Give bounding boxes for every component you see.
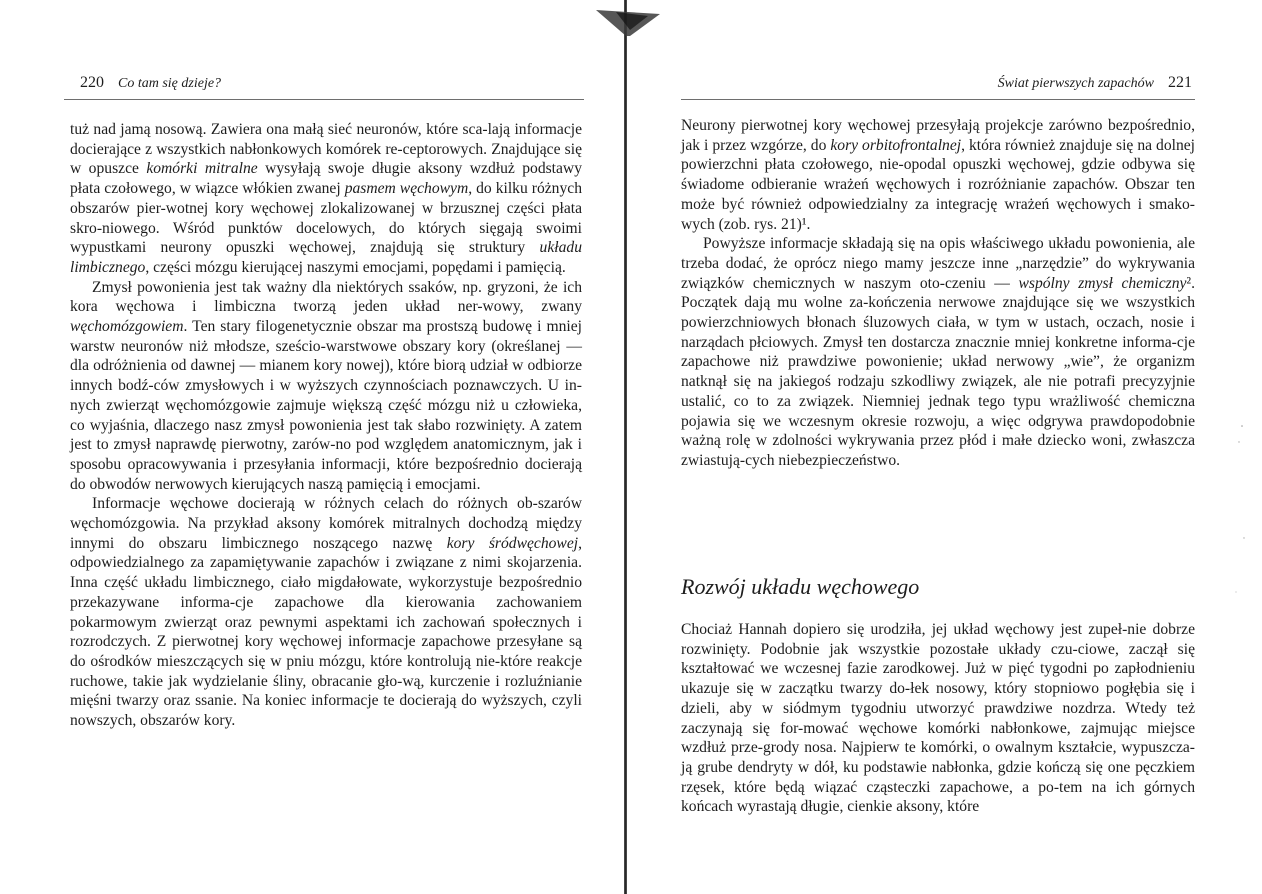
right-page-number: 221 — [1168, 74, 1192, 91]
italic-term: węchomózgowiem — [70, 318, 184, 336]
text-run: tuż nad jamą nosową. Zawiera ona małą sieć neuronów, które sca-lają informacje docierające z wszystkich nabłonkowych komórek re-ceptorowych. Znajdujące się w opuszce — [70, 121, 582, 178]
text-run: Neurony pierwotnej kory węchowej przesyłają projekcje zarówno bezpośrednio, jak i przez wzgórze, do — [681, 117, 1195, 154]
italic-term: komórki mitralne — [146, 160, 258, 178]
text-run: , części mózgu kierującej naszymi emocjami, popędami i pamięcią. — [145, 258, 566, 276]
text-run: wysyłają swoje długie aksony wzdłuż podstawy płata czołowego, w wiązce włókien zwanej — [70, 160, 582, 198]
right-page — [627, 0, 1262, 894]
section-heading: Rozwój układu węchowego — [681, 574, 920, 599]
italic-term: kory orbitofrontalnej — [830, 136, 962, 154]
right-body-text-bottom — [681, 620, 1195, 817]
italic-term: układu limbicznego — [70, 239, 582, 276]
scan-specks — [1230, 420, 1250, 620]
text-run: , która również znajduje się na dolnej powierzchni płata czołowego, nie-opodal opuszki węchowej, gdzie odbywa się świadome odbieranie wrażeń węchowych i rozróżnianie zapachów. Obszar ten może być również odpowiedzialny za integrację wrażeń węchowych i smako-wych (zob. rys. 21)¹. — [681, 136, 1195, 233]
paragraph — [70, 120, 582, 278]
text-run: . Ten stary filogenetycznie obszar ma prostszą budowę i mniej warstw neuronów niż młodsze, sześcio-warstwowe obszary kory (określanej — dla odróżnienia od dawnej — mianem kory nowej), które biorą udział w odbiorze innych bodź-ców zmysłowych i w wyższych czynnościach poznawczych. U in-nych zwierząt węchomózgowie zajmuje większą część mózgu niż u człowieka, co wyjaśnia, dlaczego nasz zmysł powonienia jest tak słabo rozwinięty. A zatem jest to zmysł naprawdę pierwotny, zarów-no pod względem anatomicznym, jak i sposobu opracowywania i przesyłania informacji, które bezpośrednio docierają do obwodów nerwowych kierujących naszą pamięcią i emocjami. — [70, 318, 582, 493]
right-body-text-top — [681, 116, 1195, 471]
text-run: , odpowiedzialnego za zapamiętywanie zapachów i związane z nimi skojarzenia. Inna część układu limbicznego, ciało migdałowate, wykorzystuje bezpośrednio przekazywane informa-cje zapachowe dla kierowania zachowaniem pokarmowym zwierząt oraz pewnymi aspektami ich zachowań społecznych i rozrodczych. Z pierwotnej kory węchowej informacje zapachowe przesyłane są do ośrodków mieszczących się w pniu mózgu, które kontrolują nie-które reakcje ruchowe, takie jak wydzielanie śliny, obracanie gło-wą, kurczenie i rozluźnianie mięśni twarzy oraz ssanie. Na koniec informacje te docierają do wyższych, czyli nowszych, obszarów kory. — [70, 534, 582, 730]
right-header-rule — [681, 99, 1195, 100]
text-run: Informacje węchowe docierają w różnych celach do różnych ob-szarów węchomózgowia. Na przykład aksony komórek mitralnych dochodzą między innymi do obszaru limbicznego noszącego nazwę — [70, 495, 582, 552]
text-run: Zmysł powonienia jest tak ważny dla niektórych ssaków, np. gryzoni, że ich kora węchowa i limbiczna tworzą jeden układ ner-wowy, zwany — [70, 278, 582, 316]
paragraph — [681, 620, 1195, 817]
text-run: , do kilku różnych obszarów pier-wotnej kory węchowej zlokalizowanej w brzusznej części płata skro-niowego. Wśród punktów docelowych, do których sięgają swoimi wypustkami neurony opuszki węchowej, znajdują się struktury — [70, 180, 582, 257]
left-header-rule — [64, 99, 584, 100]
italic-term: wspólny zmysł chemiczny — [1018, 274, 1187, 292]
right-running-head: Świat pierwszych zapachów — [997, 76, 1154, 91]
left-page-header — [80, 74, 582, 98]
left-running-head: Co tam się dzieje? — [118, 76, 222, 91]
paragraph — [70, 278, 582, 495]
left-body-text — [70, 120, 582, 731]
paragraph — [70, 494, 582, 730]
paragraph — [681, 234, 1195, 470]
right-page-header — [682, 74, 1192, 98]
text-run: Powyższe informacje składają się na opis właściwego układu powonienia, ale trzeba dodać, że oprócz niego mamy jeszcze inne „narzędzie” do wykrywania związków chemicznych w naszym oto-czeniu — — [681, 235, 1195, 292]
italic-term: pasmem węchowym — [344, 180, 469, 198]
left-page-number: 220 — [80, 74, 104, 91]
text-run: ². Początek dają mu wolne za-kończenia nerwowe znajdujące się we wszystkich powierzchniowych błonach śluzowych ciała, w tym w ustach, oczach, nosie i narządach płciowych. Zmysł ten dostarcza znacznie mniej konkretne informa-cje zapachowe niż prawdziwe powonienie; układ nerwowy „wie”, że organizm natknął się na jakiegoś rodzaju szkodliwy związek, ale nie potrafi precyzyjnie ustalić, co to za związek. Niemniej jednak tego typu wrażliwość chemiczna pojawia się we wczesnym okresie rozwoju, a więc odgrywa prawdopodobnie ważną rolę w zdolności wykrywania przez płód i małe dziecko woni, zwłaszcza zwiastują-cych niebezpieczeństwo. — [681, 274, 1195, 469]
italic-term: kory śródwęchowej — [446, 534, 579, 552]
paragraph — [681, 116, 1195, 234]
text-run: Chociaż Hannah dopiero się urodziła, jej układ węchowy jest zupeł-nie dobrze rozwinięty. Podobnie jak wszystkie pozostałe układy czu-ciowe, zaczął się kształtować we wczesnej fazie zarodkowej. Już w pięć tygodni po zapłodnieniu ukazuje się w zaczątku twarzy do-łek nosowy, który stopniowo pogłębia się i dzieli, aby w siódmym tygodniu utworzyć prawdziwe nozdrza. Wtedy też zaczynają się for-mować węchowe komórki nabłonkowe, zajmując miejsce wzdłuż prze-grody nosa. Najpierw te komórki, o owalnym kształcie, wypuszcza-ją grube dendryty w dół, ku podstawie nabłonka, gdzie kończą się one pęczkiem rzęsek, które będą wiązać cząsteczki zapachowe, a po-tem na ich górnych końcach wyrastają długie, cienkie aksony, które — [681, 621, 1195, 816]
left-page — [0, 0, 624, 894]
